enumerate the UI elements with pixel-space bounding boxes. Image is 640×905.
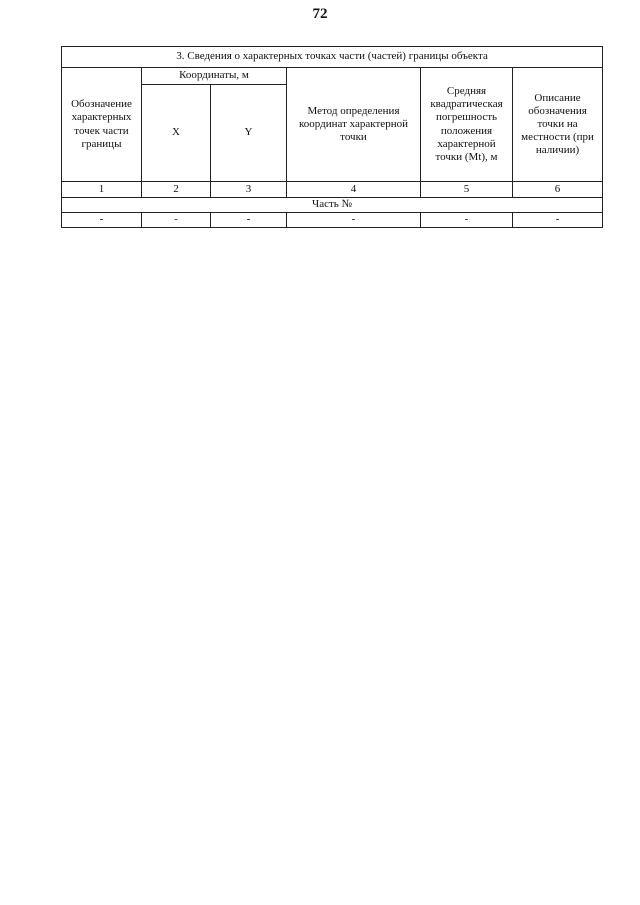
table-cell: -	[142, 213, 211, 228]
header-description: Описание обозначения точки на местности (при наличии)	[513, 68, 603, 182]
column-number: 5	[421, 182, 513, 198]
column-numbers-row	[62, 182, 603, 198]
boundary-points-table	[61, 46, 603, 228]
header-row	[62, 68, 603, 85]
column-number: 2	[142, 182, 211, 198]
part-label-row	[62, 198, 603, 213]
header-error: Средняя квадратическая погрешность положения характерной точки (Mt), м	[421, 68, 513, 182]
header-y: Y	[211, 85, 287, 182]
table-cell: -	[421, 213, 513, 228]
header-method: Метод определения координат характерной точки	[287, 68, 421, 182]
column-number: 1	[62, 182, 142, 198]
table-cell: -	[287, 213, 421, 228]
header-coordinates: Координаты, м	[142, 68, 287, 85]
part-label: Часть №	[62, 198, 603, 213]
page-number: 72	[312, 6, 328, 22]
table-cell: -	[62, 213, 142, 228]
column-number: 6	[513, 182, 603, 198]
column-number: 4	[287, 182, 421, 198]
header-designation: Обозначение характерных точек части границы	[62, 68, 142, 182]
table-cell: -	[211, 213, 287, 228]
section-title: 3. Сведения о характерных точках части (частей) границы объекта	[62, 47, 603, 68]
header-x: X	[142, 85, 211, 182]
column-number: 3	[211, 182, 287, 198]
section-title-row	[62, 47, 603, 68]
table-cell: -	[513, 213, 603, 228]
table-row	[62, 213, 603, 228]
